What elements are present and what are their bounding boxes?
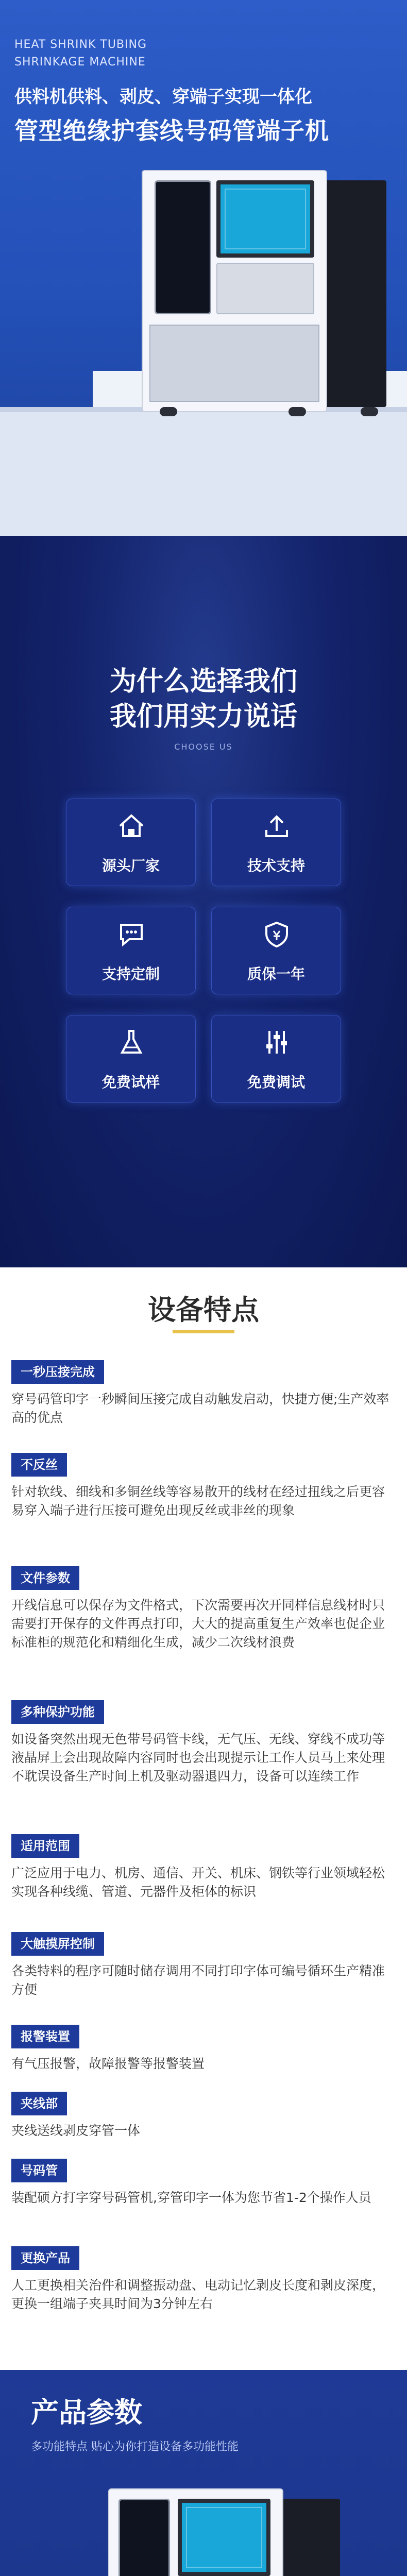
feature-desc: 夹线送线剥皮穿管一体 — [11, 2123, 141, 2138]
card-label: 技术支持 — [247, 857, 305, 874]
feature-desc: 如设备突然出现无色带号码管卡线，无气压、无线、穿线不成功等液晶屏上会出现故障内容同时也会出现提示让工作人员马上来处理不耽误设备生产时间上机及驱动器退四力，设备可以连续工作 — [11, 1732, 385, 1784]
features-title: 设备特点 — [148, 1294, 259, 1326]
card-label: 免费调试 — [247, 1074, 305, 1091]
feature-tag: 大触摸屏控制 — [11, 1932, 104, 1956]
why-choose-us-section — [0, 536, 407, 1267]
why-english-caption: CHOOSE US — [174, 742, 233, 752]
sliders-icon — [261, 1027, 292, 1058]
card-tech-support — [211, 799, 341, 886]
feature-desc: 人工更换相关治件和调整振动盘、电动记忆剥皮长度和剥皮深度，更换一组端子夹具时间为3分钟左右 — [11, 2278, 385, 2311]
why-title-line-1: 为什么选择我们 — [109, 666, 297, 697]
feature-tag: 夹线部 — [11, 2092, 67, 2115]
card-warranty — [211, 907, 341, 994]
machine-wheel — [289, 407, 306, 416]
machine-window — [155, 180, 211, 314]
feature-desc: 开线信息可以保存为文件格式，下次需要再次开同样信息线材时只需要打开保存的文件再点打印，大大的提高重复生产效率也促企业标准柜的规范化和精细化生成，减少二次线材浪费 — [11, 1598, 385, 1650]
why-title-line-2: 我们用实力说话 — [109, 701, 297, 732]
feature-desc: 穿号码管印字一秒瞬间压接完成自动触发启动，快捷方便;生产效率高的优点 — [11, 1392, 389, 1425]
feature-desc: 广泛应用于电力、机房、通信、开关、机床、钢铁等行业领域轻松实现各种线缆、管道、元器件及柜体的标识 — [11, 1866, 385, 1899]
hero-section — [0, 0, 407, 536]
machine-wheel — [160, 407, 177, 416]
machine-wheel — [361, 407, 378, 416]
card-label: 质保一年 — [247, 965, 305, 982]
params-machine-image — [0, 2370, 407, 2576]
machine-control-panel — [216, 263, 314, 314]
feature-tag: 适用范围 — [11, 1834, 79, 1858]
feature-tag: 多种保护功能 — [11, 1700, 104, 1724]
shield-icon — [261, 919, 292, 950]
params-subtitle: 多功能特点 贴心为你打造设备多功能性能 — [31, 2441, 239, 2453]
feature-tag: 号码管 — [11, 2159, 67, 2182]
machine-cabinet — [149, 325, 319, 402]
feature-desc: 各类特料的程序可随时储存调用不同打印字体可编号循环生产精准方便 — [11, 1963, 385, 1997]
params-section — [0, 2370, 407, 2576]
chat-icon — [116, 919, 147, 950]
card-customization — [66, 907, 196, 994]
feature-desc: 针对软线、细线和多铜丝线等容易散开的线材在经过扭线之后更容易穿入端子进行压接可避免出现反丝或非丝的现象 — [11, 1484, 385, 1518]
card-label: 支持定制 — [101, 965, 160, 982]
home-icon — [116, 810, 147, 841]
params-title: 产品参数 — [31, 2396, 142, 2429]
feature-tag: 不反丝 — [11, 1453, 67, 1477]
feature-desc: 有气压报警，故障报警等报警装置 — [11, 2056, 205, 2071]
hero-english-line-1: HEAT SHRINK TUBING — [14, 38, 147, 51]
hero-title: 管型绝缘护套线号码管端子机 — [14, 117, 329, 145]
card-free-sample — [66, 1015, 196, 1103]
feature-desc: 装配硕方打字穿号码管机,穿管印字一体为您节省1-2个操作人员 — [11, 2190, 371, 2205]
features-section — [0, 1267, 407, 2370]
hero-subtitle: 供料机供料、剥皮、穿端子实现一体化 — [14, 87, 312, 107]
feature-tag: 报警装置 — [11, 2025, 79, 2048]
machine-window — [118, 2499, 170, 2576]
upload-icon — [261, 810, 292, 841]
flask-icon — [116, 1027, 147, 1058]
card-source-factory — [66, 799, 196, 886]
features-title-underline — [173, 1330, 234, 1333]
card-free-debug — [211, 1015, 341, 1103]
params-header — [0, 2370, 407, 2576]
feature-tag: 一秒压接完成 — [11, 1360, 104, 1384]
feature-tag: 更换产品 — [11, 2246, 79, 2270]
machine-touchscreen — [216, 180, 314, 258]
card-label: 源头厂家 — [101, 857, 160, 874]
machine-touchscreen — [178, 2499, 270, 2576]
feature-tag: 文件参数 — [11, 1566, 79, 1590]
card-label: 免费试样 — [101, 1074, 160, 1091]
machine-image — [0, 0, 407, 536]
hero-english-line-2: SHRINKAGE MACHINE — [14, 56, 146, 69]
